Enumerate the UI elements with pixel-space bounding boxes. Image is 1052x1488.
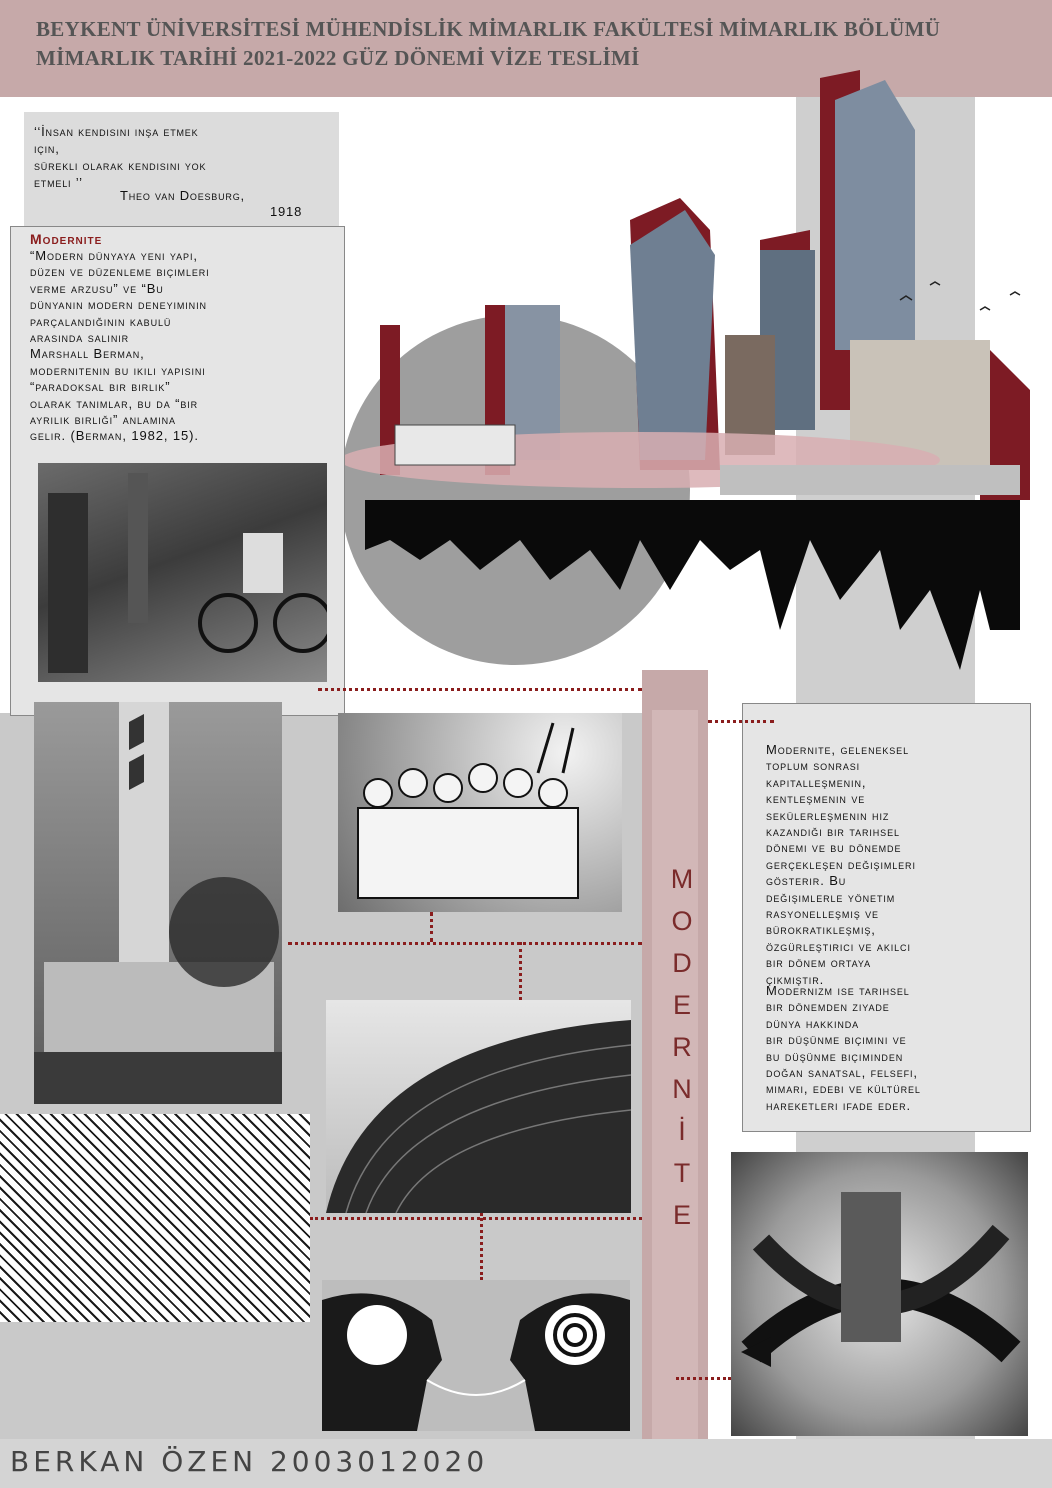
author-name-id: BERKAN ÖZEN 2003012020 (10, 1445, 489, 1478)
vertical-letter: R (672, 1032, 692, 1062)
vertical-letter: D (672, 948, 692, 978)
two-heads-illustration (322, 1280, 630, 1431)
connector-line (430, 912, 433, 942)
vertical-letter: E (672, 990, 691, 1020)
quote-year: 1918 (270, 204, 303, 219)
marching-crowd-illustration (338, 713, 622, 912)
vertical-letter: O (671, 906, 693, 936)
connector-line (519, 942, 522, 1000)
vertical-letter: İ (678, 1116, 686, 1146)
modernite-heading: Modernite (30, 231, 103, 247)
title-line-1: BEYKENT ÜNİVERSİTESİ MÜHENDİSLİK MİMARLIK FAKÜLTESİ MİMARLIK BÖLÜMÜ (36, 17, 941, 41)
vertical-letter: N (672, 1074, 692, 1104)
connector-line (708, 720, 774, 723)
connector-line (480, 1213, 483, 1280)
definition-paragraph-2: Modernizm ise tarihsel bir dönemden ziyade dünya hakkında bir düşünme biçimini ve bu düşünme biçiminden doğan sanatsal, felsefi, mimari, edebi ve kültürel hareketleri ifade eder. (766, 983, 921, 1113)
connector-line (288, 942, 642, 945)
definition-paragraph-1: Modernite, geleneksel toplum sonrası kapitalleşmenin, kentleşmenin ve sekülerleşmenin hız kazandığı bir tarihsel dönemi ve bu dönemde gerçekleşen değişimleri gösterir. Bu değişimlerle yönetim rasyonelleşmiş ve bürokratikleşmiş, özgürleştirici ve akılcı bir dönem ortaya çıkmıştır. (766, 742, 916, 987)
vertical-modernite-word (662, 858, 702, 1236)
connector-line (318, 688, 642, 691)
cyclist-city-photo (38, 463, 327, 682)
connector-line (676, 1377, 731, 1380)
city-collage-illustration (340, 70, 1040, 670)
exposition-tower-photo (34, 702, 282, 1104)
film-strip-city-collage (731, 1152, 1028, 1436)
curved-dome-architecture-photo (326, 1000, 631, 1213)
title-line-2: MİMARLIK TARİHİ 2021-2022 GÜZ DÖNEMİ VİZE TESLİMİ (36, 46, 640, 70)
vertical-letter: M (670, 864, 694, 894)
quote-text: ‘‘İnsan kendisini inşa etmek için, sürekli olarak kendisini yok etmeli ’’ (34, 124, 207, 190)
city-sketch-drawing (0, 1114, 310, 1322)
connector-line (310, 1217, 642, 1220)
vertical-letter: T (673, 1158, 691, 1188)
quote-author: Theo van Doesburg, (120, 188, 245, 203)
modernite-body-text: “Modern dünyaya yeni yapı, düzen ve düzenleme biçimleri verme arzusu” ve “Bu dünyanın modern deneyiminin parçalandığının kabulü arasında salınır Marshall Berman, modernitenin bu ikili yapısını “paradoksal bir birlik” olarak tanımlar, bu da “bir ayrılık birliği” anlamına gelir. (Berman, 1982, 15). (30, 248, 210, 444)
vertical-letter: E (672, 1200, 691, 1230)
